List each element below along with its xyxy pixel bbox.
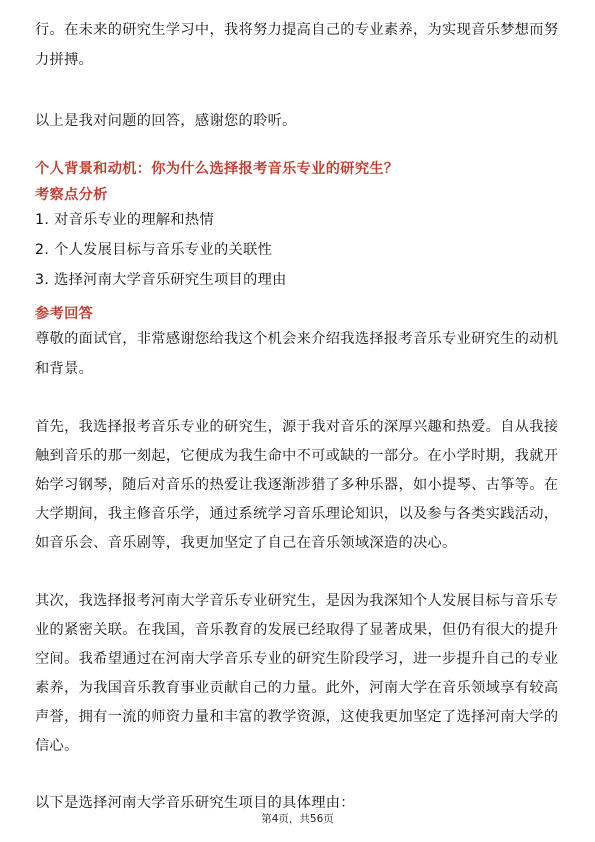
analysis-point: 2. 个人发展目标与音乐专业的关联性 [35, 242, 273, 258]
paragraph-line: 其次，我选择报考河南大学音乐专业研究生，是因为我深知个人发展目标与音乐专 [35, 593, 559, 609]
page-number: 第4页，共56页 [261, 813, 334, 825]
paragraph-line: 以下是选择河南大学音乐研究生项目的具体理由： [35, 795, 355, 811]
paragraph-line: 大学期间，我主修音乐学，通过系统学习音乐理论知识，以及参与各类实践活动， [35, 506, 559, 522]
paragraph-line: 业的紧密关联。在我国，音乐教育的发展已经取得了显著成果，但仍有很大的提升 [35, 622, 559, 638]
paragraph-line: 力拼搏。 [35, 52, 94, 68]
paragraph-line: 和背景。 [35, 361, 94, 377]
analysis-point: 1. 对音乐专业的理解和热情 [35, 212, 215, 228]
paragraph-line: 空间。我希望通过在河南大学音乐专业的研究生阶段学习，进一步提升自己的专业 [35, 651, 559, 667]
paragraph-line: 声誉，拥有一流的师资力量和丰富的教学资源，这使我更加坚定了选择河南大学的 [35, 709, 559, 725]
answer-heading: 参考回答 [35, 306, 94, 322]
paragraph-line: 信心。 [35, 738, 79, 754]
paragraph-line: 触到音乐的那一刻起，它便成为我生命中不可或缺的一部分。在小学时期，我就开 [35, 448, 559, 464]
analysis-point: 3. 选择河南大学音乐研究生项目的理由 [35, 272, 287, 288]
closing-line: 以上是我对问题的回答，感谢您的聆听。 [35, 113, 297, 129]
paragraph-line: 尊敬的面试官，非常感谢您给我这个机会来介绍我选择报考音乐专业研究生的动机 [35, 331, 559, 347]
paragraph-line: 如音乐会、音乐剧等，我更加坚定了自己在音乐领域深造的决心。 [35, 535, 457, 551]
paragraph-line: 素养，为我国音乐教育事业贡献自己的力量。此外，河南大学在音乐领域享有较高 [35, 680, 559, 696]
paragraph-line: 首先，我选择报考音乐专业的研究生，源于我对音乐的深厚兴趣和热爱。自从我接 [35, 419, 559, 435]
paragraph-line: 行。在未来的研究生学习中，我将努力提高自己的专业素养，为实现音乐梦想而努 [35, 22, 559, 38]
analysis-heading: 考察点分析 [35, 187, 108, 203]
question-title: 个人背景和动机：你为什么选择报考音乐专业的研究生？ [35, 161, 399, 177]
paragraph-line: 始学习钢琴，随后对音乐的热爱让我逐渐涉猎了多种乐器，如小提琴、古筝等。在 [35, 477, 559, 493]
